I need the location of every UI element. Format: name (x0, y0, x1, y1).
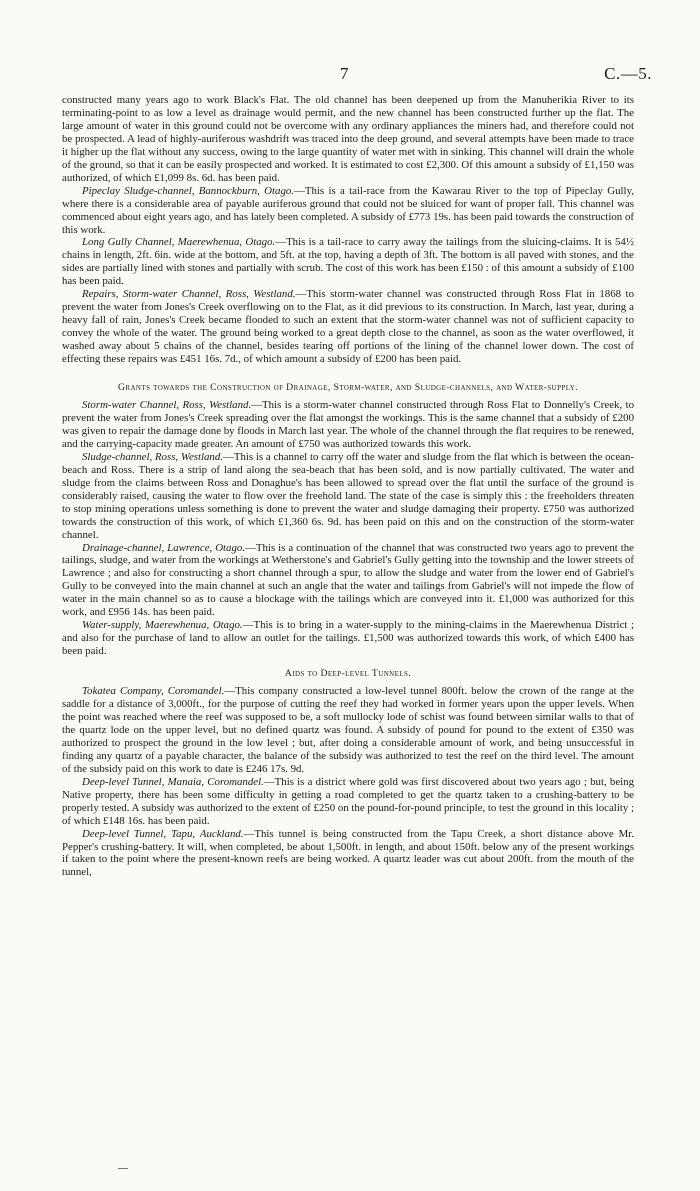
paragraph (62, 619, 634, 658)
paragraph-lead: Storm-water Channel, Ross, Westland. (82, 399, 252, 412)
paragraph-text: —This is a storm-water channel constructed through Ross Flat to Donnelly's Creek, to prevent the water from Jones's Creek spreading over the flat amongst the workings. This is the same channel that a subsidy of £200 was given to repair the damage done by floods in March last year. The whole of the channel through the flat requires to be renewed, and the carrying-capacity made greater. An amount of £750 was authorized towards this work. (62, 399, 634, 450)
paragraph-text: —This company constructed a low-level tunnel 800ft. below the crown of the range at the saddle for a distance of 3,000ft., for the purpose of cutting the reef they had worked in former years upon the upper levels. When the point was reached where the reef was supposed to be, a soft mullocky lode of schist was found between similar walls to that of the quartz lode on the upper level, but no defined quartz was found. A subsidy of pound for pound to the extent of £350 was authorized to prospect the ground in the low level ; but, after doing a considerable amount of work, and being unsuccessful in finding any quartz of a payable character, the balance of the subsidy was authorized to test the reef on the third level. The amount of the subsidy paid on this work to date is £246 17s. 9d. (62, 685, 634, 775)
paragraph (62, 288, 634, 366)
paragraph (62, 828, 634, 880)
paragraph-text: —This tunnel is being constructed from the Tapu Creek, a short distance above Mr. Pepper's crushing-battery. It will, when completed, be about 1,500ft. in length, and about 150ft. below any of the present workings if taken to the point where the present-known reefs are being worked. A quartz leader was cut about 200ft. from the mouth of the tunnel, (62, 827, 634, 879)
paragraph-lead: Tokatea Company, Coromandel. (82, 685, 225, 698)
section-heading: Grants towards the Construction of Drainage, Storm-water, and Sludge-channels, and Water-supply. (118, 382, 578, 394)
paragraph-lead: Long Gully Channel, Maerewhenua, Otago. (82, 236, 276, 249)
page-number: 7 (340, 64, 349, 83)
paragraph-text: —This is a continuation of the channel that was constructed two years ago to prevent the tailings, sludge, and water from the workings at Wetherstone's and Gabriel's Gully getting into the township and the lower streets of Lawrence ; and also for constructing a short channel through a spur, to allow the sludge and water from the lower end of Gabriel's Gully to be conveyed into the main channel at such an angle that the water and tailings from Gabriel's will not impede the flow of water in the main channel so as to cause a blockage with the tailings which are conveyed into it. £1,000 was authorized for this work, and £956 14s. has been paid. (62, 541, 634, 619)
paragraph-lead: Deep-level Tunnel, Tapu, Auckland. (82, 827, 244, 840)
paragraph (62, 94, 634, 185)
paragraph (62, 542, 634, 620)
document-reference: C.—5. (604, 64, 652, 83)
paragraph-text: —This is a tail-race from the Kawarau River to the top of Pipeclay Gully, where there is a considerable area of payable auriferous ground that could not be sluiced for want of proper fall. This channel was commenced about eight years ago, and has lately been completed. A subsidy of £773 19s. has been paid towards the construction of this work. (62, 184, 635, 236)
document-body (62, 94, 634, 879)
paragraph (62, 776, 634, 828)
paragraph-lead: Sludge-channel, Ross, Westland. (82, 450, 223, 463)
paragraph-lead: Pipeclay Sludge-channel, Bannockburn, Otago. (82, 184, 295, 197)
paragraph-text: —This storm-water channel was constructed through Ross Flat in 1868 to prevent the water from Jones's Creek overflowing on to the Flat, as it did previous to its construction. In March, last year, during a heavy fall of rain, Jones's Creek became flooded to such an extent that the storm-water channel was not of sufficient capacity to convey the whole of the water. The ground being worked to a great depth close to the channel, as soon as the water overflowed, it washed away about 5 chains of the channel, besides tearing off portions of the lining of the channel lower down. The cost of effecting these repairs was £451 16s. 7d., of which amount a subsidy of £200 has been paid. (62, 288, 634, 366)
paragraph-text: constructed many years ago to work Black's Flat. The old channel has been deepened up from the Manuherikia River to its terminating-point to as low a level as drainage would permit, and the new channel has been constructed further up the flat. The large amount of water in this ground could not be overcome with any ordinary appliances the miners had, and therefore could not be prospected. A lead of highly-auriferous washdrift was traced into the deep ground, and several attempts have been made to trace it higher up the flat without any success, owing to the large quantity of water met with in sinking. This channel will drain the whole of the ground, so that it can be easily prospected and worked. It is estimated to cost £2,300. Of this amount a subsidy of £1,150 was authorized, of which £1,099 8s. 6d. has been paid. (62, 94, 634, 184)
paragraph-lead: Deep-level Tunnel, Manaia, Coromandel. (82, 775, 264, 788)
section-heading: Aids to Deep-level Tunnels. (284, 668, 412, 680)
paragraph (62, 185, 634, 237)
paragraph (62, 236, 634, 288)
paragraph-text: —This is a channel to carry off the water and sludge from the flat which is between the ocean-beach and Ross. There is a strip of land along the sea-beach that has been sold, and is now partially cultivated. The water and sludge from the claims between Ross and Donaghue's has been allowed to spread over the flat until the surface of the ground is considerably raised, causing the water to flow over the freehold land. The state of the case is simply this : the freeholders threaten to stop mining operations unless something is done to prevent the water and sludge damaging their property. £750 was authorized towards the construction of this work, of which £1,360 6s. 9d. has been paid on this and on the construction of the storm-water channel. (62, 450, 634, 541)
paragraph (62, 451, 634, 542)
footer-mark (118, 1168, 128, 1169)
paragraph-lead: Repairs, Storm-water Channel, Ross, Westland. (82, 288, 296, 301)
paragraph-text: —This is a tail-race to carry away the tailings from the sluicing-claims. It is 54½ chains in length, 2ft. 6in. wide at the bottom, and 5ft. at the top, having a depth of 3ft. The bottom is all paved with stones, and the sides are partially lined with stones and partially with scrub. The cost of this work has been £150 : of this amount a subsidy of £100 has been paid. (62, 236, 634, 288)
paragraph (62, 685, 634, 776)
paragraph-lead: Drainage-channel, Lawrence, Otago. (82, 541, 246, 554)
page-header (0, 64, 700, 86)
paragraph-text: —This is to bring in a water-supply to the mining-claims in the Maerewhenua District ; and also for the purchase of land to allow an outlet for the tailings. £1,500 was authorized towards this work, of which £400 has been paid. (62, 619, 634, 658)
paragraph (62, 399, 634, 451)
paragraph-text: —This is a district where gold was first discovered about two years ago ; but, being Native property, there has been some difficulty in getting a road completed to get the quartz taken to a crushing-battery to be properly tested. A subsidy was authorized to the extent of £250 on the pound-for-pound principle, to test the ground in this locality ; of which £148 16s. has been paid. (62, 775, 634, 827)
paragraph-lead: Water-supply, Maerewhenua, Otago. (82, 619, 243, 632)
